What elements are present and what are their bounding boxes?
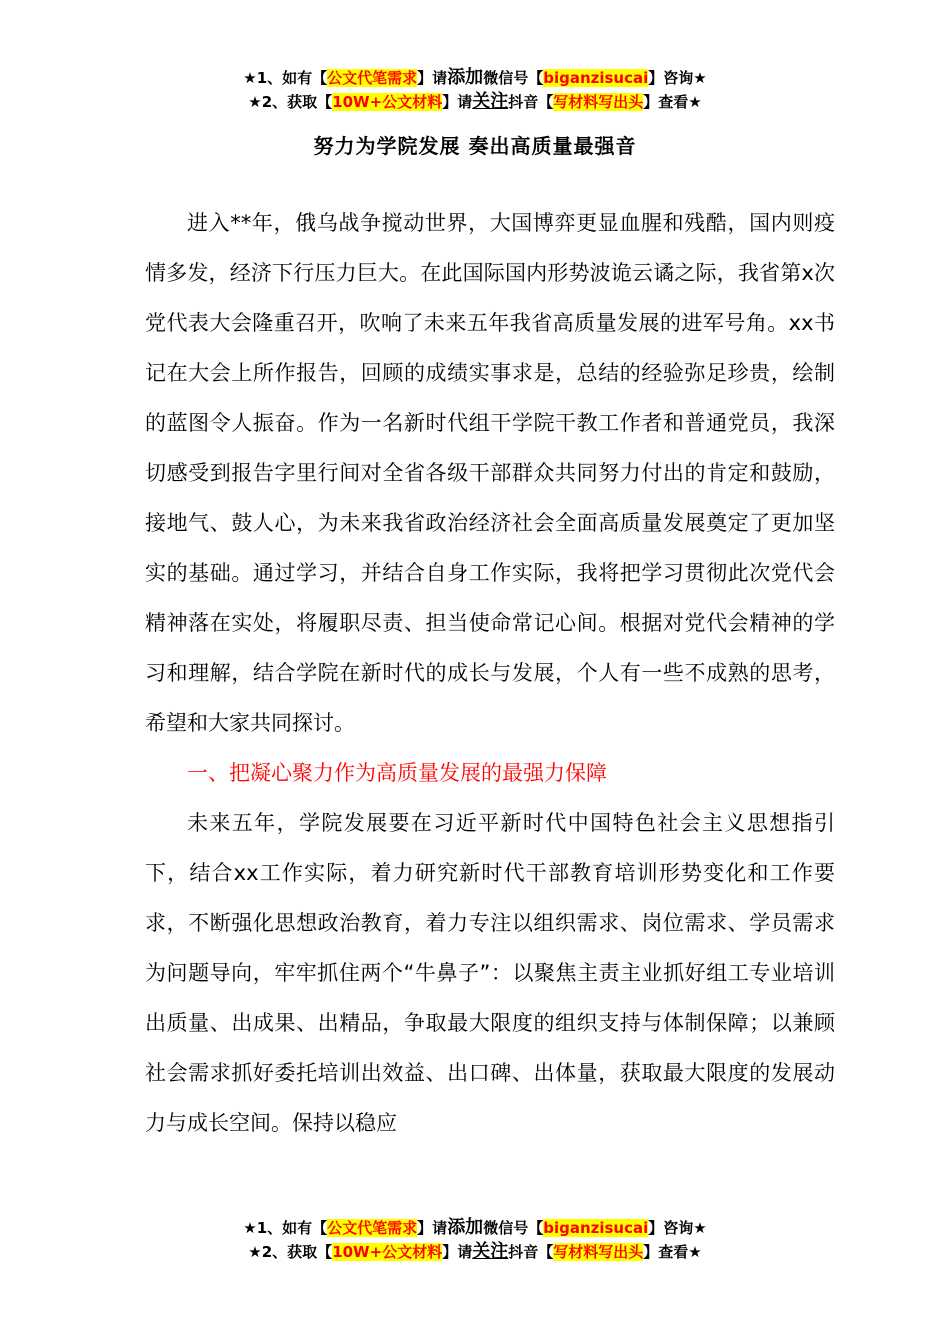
document-title: 努力为学院发展 奏出高质量最强音 — [313, 134, 637, 158]
banner-text: 抖音【 — [508, 1243, 554, 1261]
banner-text: 】查看★ — [643, 1243, 702, 1261]
highlight-text: 公文代笔需求 — [327, 1219, 418, 1237]
highlight-text: 10W+公文材料 — [332, 1243, 443, 1261]
paragraph-intro: 进入**年，俄乌战争搅动世界，大国博弈更显血腥和残酷，国内则疫情多发，经济下行压力巨大。在此国际国内形势波诡云谲之际，我省第x次党代表大会隆重召开，吹响了未来五年我省高质量发展的进军号角。xx书记在大会上所作报告，回顾的成绩实事求是，总结的经验弥足珍贵，绘制的蓝图令人振奋。作为一名新时代组干学院干教工作者和普通党员，我深切感受到报告字里行间对全省各级干部群众共同努力付出的肯定和鼓励，接地气、鼓人心，为未来我省政治经济社会全面高质量发展奠定了更加坚实的基础。通过学习，并结合自身工作实际，我将把学习贯彻此次党代会精神落在实处，将履职尽责、担当使命常记心间。根据对党代会精神的学习和理解，结合学院在新时代的成长与发展，个人有一些不成熟的思考，希望和大家共同探讨。 — [145, 211, 835, 735]
banner-text: 微信号【 — [483, 69, 544, 87]
emphasis-text: 关注 — [472, 1241, 509, 1262]
banner-text: ★2、获取【 — [248, 1243, 333, 1261]
banner-text: ★1、如有【 — [243, 1219, 328, 1237]
douyin-id: 写材料写出头 — [553, 93, 644, 111]
banner-text: 】请 — [442, 93, 473, 111]
banner-text: 抖音【 — [508, 93, 554, 111]
footer-banner — [0, 1216, 950, 1264]
banner-line-1 — [0, 66, 950, 90]
emphasis-text: 添加 — [447, 1217, 484, 1238]
paragraph-section-1: 未来五年，学院发展要在习近平新时代中国特色社会主义思想指引下，结合xx工作实际，着力研究新时代干部教育培训形势变化和工作要求，不断强化思想政治教育，着力专注以组织需求、岗位需求、学员需求为问题导向，牢牢抓住两个“牛鼻子”：以聚焦主责主业抓好组工专业培训出质量、出成果、出精品，争取最大限度的组织支持与体制保障；以兼顾社会需求抓好委托培训出效益、出口碑、出体量，获取最大限度的发展动力与成长空间。保持以稳应 — [145, 811, 835, 1135]
banner-text: 】咨询★ — [648, 1219, 707, 1237]
header-banner — [0, 66, 950, 114]
banner-line-1 — [0, 1216, 950, 1240]
banner-line-2 — [0, 1240, 950, 1264]
document-body — [145, 198, 835, 1148]
section-heading-1: 一、把凝心聚力作为高质量发展的最强力保障 — [187, 761, 607, 785]
banner-text: 】咨询★ — [648, 69, 707, 87]
emphasis-text: 关注 — [472, 91, 509, 112]
banner-text: 】请 — [442, 1243, 473, 1261]
banner-line-2 — [0, 90, 950, 114]
banner-text: ★1、如有【 — [243, 69, 328, 87]
banner-text: ★2、获取【 — [248, 93, 333, 111]
emphasis-text: 添加 — [447, 67, 484, 88]
banner-text: 】请 — [417, 69, 448, 87]
banner-text: 微信号【 — [483, 1219, 544, 1237]
banner-text: 】请 — [417, 1219, 448, 1237]
wechat-id: biganzisucai — [543, 1219, 649, 1237]
douyin-id: 写材料写出头 — [553, 1243, 644, 1261]
banner-text: 】查看★ — [643, 93, 702, 111]
highlight-text: 10W+公文材料 — [332, 93, 443, 111]
wechat-id: biganzisucai — [543, 69, 649, 87]
highlight-text: 公文代笔需求 — [327, 69, 418, 87]
